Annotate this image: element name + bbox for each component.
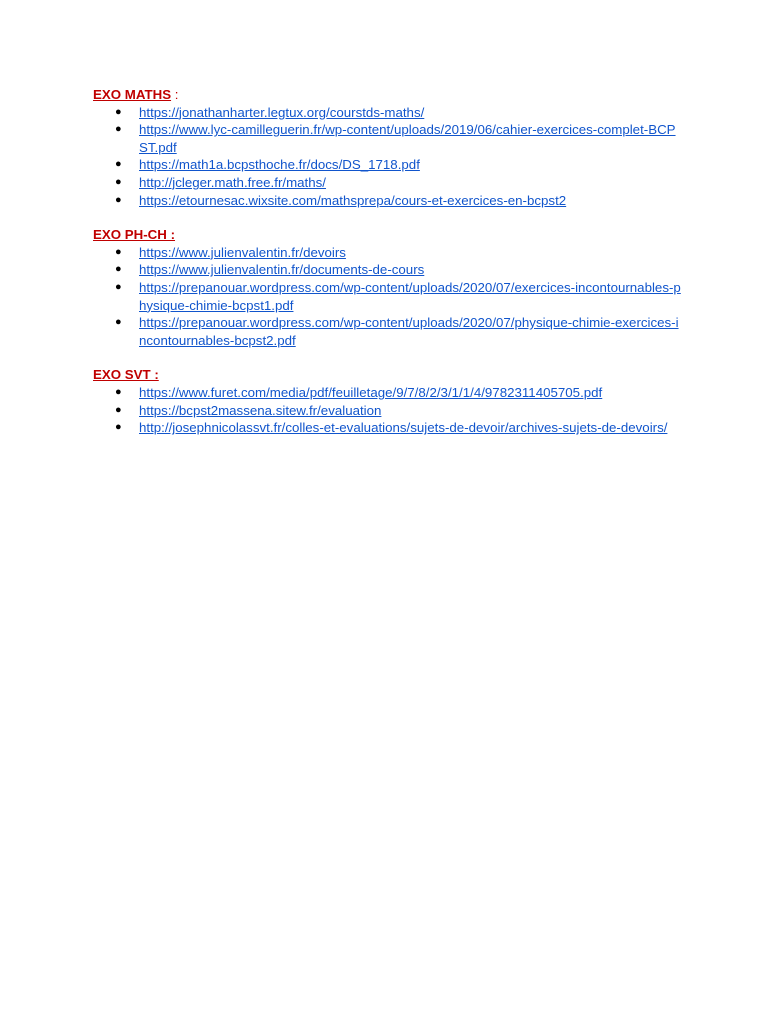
list-item	[93, 244, 683, 262]
link[interactable]: https://www.julienvalentin.fr/documents-de-cours	[139, 262, 425, 278]
list-item	[93, 104, 683, 122]
bullet-icon: ●	[115, 316, 122, 329]
link[interactable]: https://www.julienvalentin.fr/devoirs	[139, 244, 346, 260]
bullet-icon: ●	[115, 385, 122, 398]
bullet-icon: ●	[115, 245, 122, 258]
bullet-icon: ●	[115, 158, 122, 171]
link-list	[93, 104, 683, 210]
bullet-icon: ●	[115, 105, 122, 118]
section-title: EXO MATHS	[93, 87, 172, 102]
section-heading	[93, 366, 683, 384]
bullet-icon: ●	[115, 263, 122, 276]
list-item	[93, 419, 683, 437]
bullet-icon: ●	[115, 123, 122, 136]
bullet-icon: ●	[115, 280, 122, 293]
link[interactable]: https://prepanouar.wordpress.com/wp-content/uploads/2020/07/physique-chimie-exercices-incontournables-bcpst2.pdf	[139, 315, 679, 348]
link[interactable]: http://josephnicolassvt.fr/colles-et-evaluations/sujets-de-devoir/archives-sujets-de-devoirs/	[139, 420, 668, 436]
list-item	[93, 156, 683, 174]
section-title-suffix: :	[171, 87, 179, 102]
link[interactable]: https://www.furet.com/media/pdf/feuilletage/9/7/8/2/3/1/1/4/9782311405705.pdf	[139, 384, 603, 400]
link[interactable]: https://jonathanharter.legtux.org/courstds-maths/	[139, 104, 425, 120]
link[interactable]: https://prepanouar.wordpress.com/wp-content/uploads/2020/07/exercices-incontournables-physique-chimie-bcpst1.pdf	[139, 279, 681, 313]
section-heading	[93, 86, 683, 104]
bullet-icon: ●	[115, 421, 122, 434]
link[interactable]: https://www.lyc-camilleguerin.fr/wp-content/uploads/2019/06/cahier-exercices-complet-BCPST.pdf	[139, 122, 676, 155]
list-item	[93, 174, 683, 192]
section-exo-svt	[93, 366, 683, 436]
link[interactable]: https://bcpst2massena.sitew.fr/evaluation	[139, 402, 382, 418]
bullet-icon: ●	[115, 175, 122, 188]
section-exo-maths	[93, 86, 683, 209]
section-title: EXO SVT :	[93, 367, 159, 383]
section-title: EXO PH-CH :	[93, 227, 176, 243]
bullet-icon: ●	[115, 403, 122, 416]
list-item	[93, 314, 683, 349]
link[interactable]: http://jcleger.math.free.fr/maths/	[139, 174, 326, 190]
document-page	[93, 86, 683, 454]
link[interactable]: https://etournesac.wixsite.com/mathsprepa/cours-et-exercices-en-bcpst2	[139, 192, 567, 208]
link-list	[93, 244, 683, 350]
list-item	[93, 121, 683, 156]
list-item	[93, 279, 683, 314]
section-exo-ph-ch	[93, 226, 683, 349]
link-list	[93, 384, 683, 437]
list-item	[93, 402, 683, 420]
link[interactable]: https://math1a.bcpsthoche.fr/docs/DS_1718.pdf	[139, 157, 420, 173]
list-item	[93, 384, 683, 402]
list-item	[93, 192, 683, 210]
list-item	[93, 261, 683, 279]
section-heading	[93, 226, 683, 244]
bullet-icon: ●	[115, 193, 122, 206]
